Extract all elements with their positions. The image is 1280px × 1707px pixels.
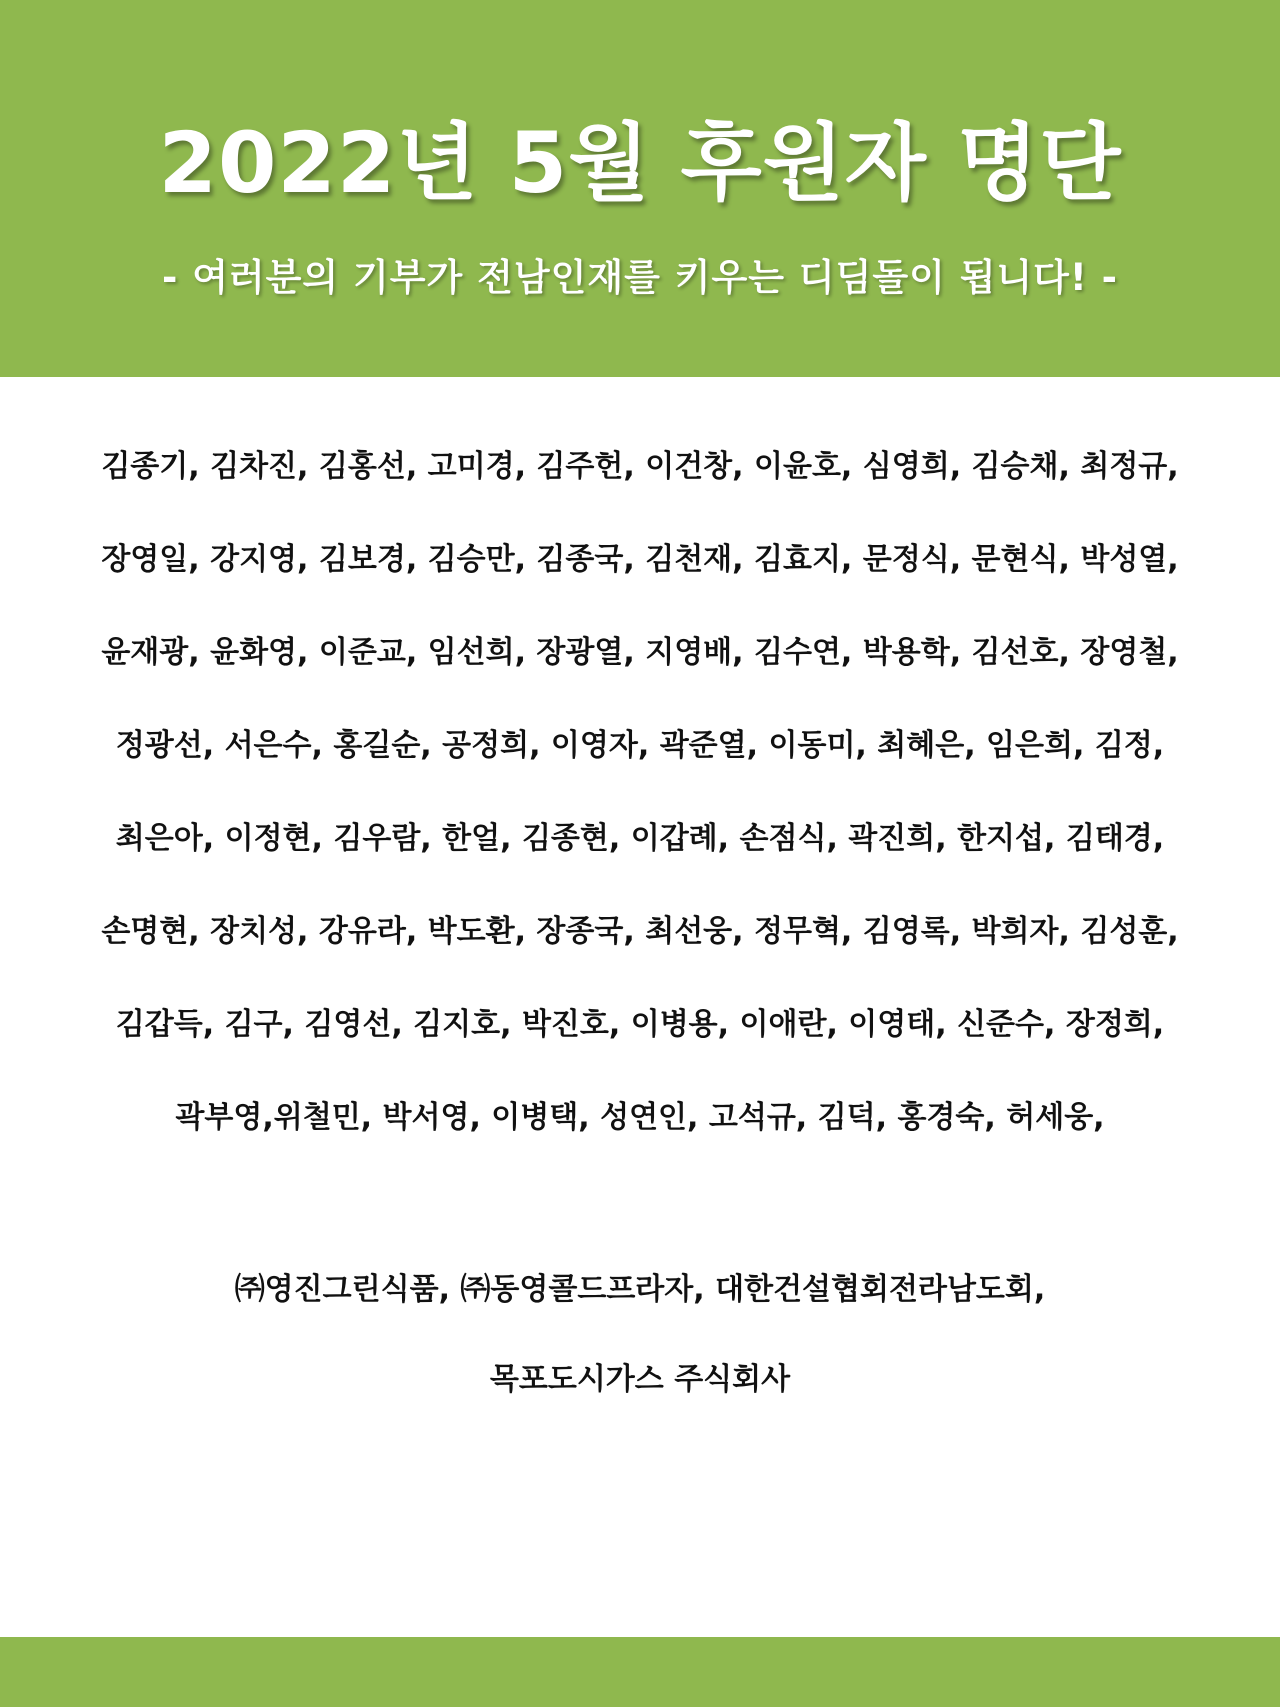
donor-line: 김종기, 김차진, 김홍선, 고미경, 김주헌, 이건창, 이윤호, 심영희, 김승채, 최정규, [101, 449, 1179, 484]
donor-line: 윤재광, 윤화영, 이준교, 임선희, 장광열, 지영배, 김수연, 박용학, 김선호, 장영철, [101, 635, 1179, 670]
header-banner [0, 0, 1280, 377]
donor-line: 정광선, 서은수, 홍길순, 공정희, 이영자, 곽준열, 이동미, 최혜은, 임은희, 김정, [115, 728, 1165, 763]
footer-bar [0, 1637, 1280, 1707]
page-title: 2022년 5월 후원자 명단 [158, 114, 1122, 212]
company-donor-list [0, 1245, 1280, 1425]
donor-line: 곽부영,위철민, 박서영, 이병택, 성연인, 고석규, 김덕, 홍경숙, 허세웅, [175, 1100, 1105, 1135]
company-line: 목포도시가스 주식회사 [489, 1362, 791, 1397]
donor-line: 최은아, 이정현, 김우람, 한얼, 김종현, 이갑례, 손점식, 곽진희, 한지섭, 김태경, [115, 821, 1165, 856]
donor-line: 장영일, 강지영, 김보경, 김승만, 김종국, 김천재, 김효지, 문정식, 문현식, 박성열, [101, 542, 1179, 577]
donor-line: 손명현, 장치성, 강유라, 박도환, 장종국, 최선웅, 정무혁, 김영록, 박희자, 김성훈, [101, 914, 1179, 949]
page-subtitle: - 여러분의 기부가 전남인재를 키우는 디딤돌이 됩니다! - [161, 256, 1119, 299]
donor-list [0, 420, 1280, 1164]
company-line: ㈜영진그린식품, ㈜동영콜드프라자, 대한건설협회전라남도회, [234, 1272, 1046, 1307]
donor-line: 김갑득, 김구, 김영선, 김지호, 박진호, 이병용, 이애란, 이영태, 신준수, 장정희, [115, 1007, 1165, 1042]
